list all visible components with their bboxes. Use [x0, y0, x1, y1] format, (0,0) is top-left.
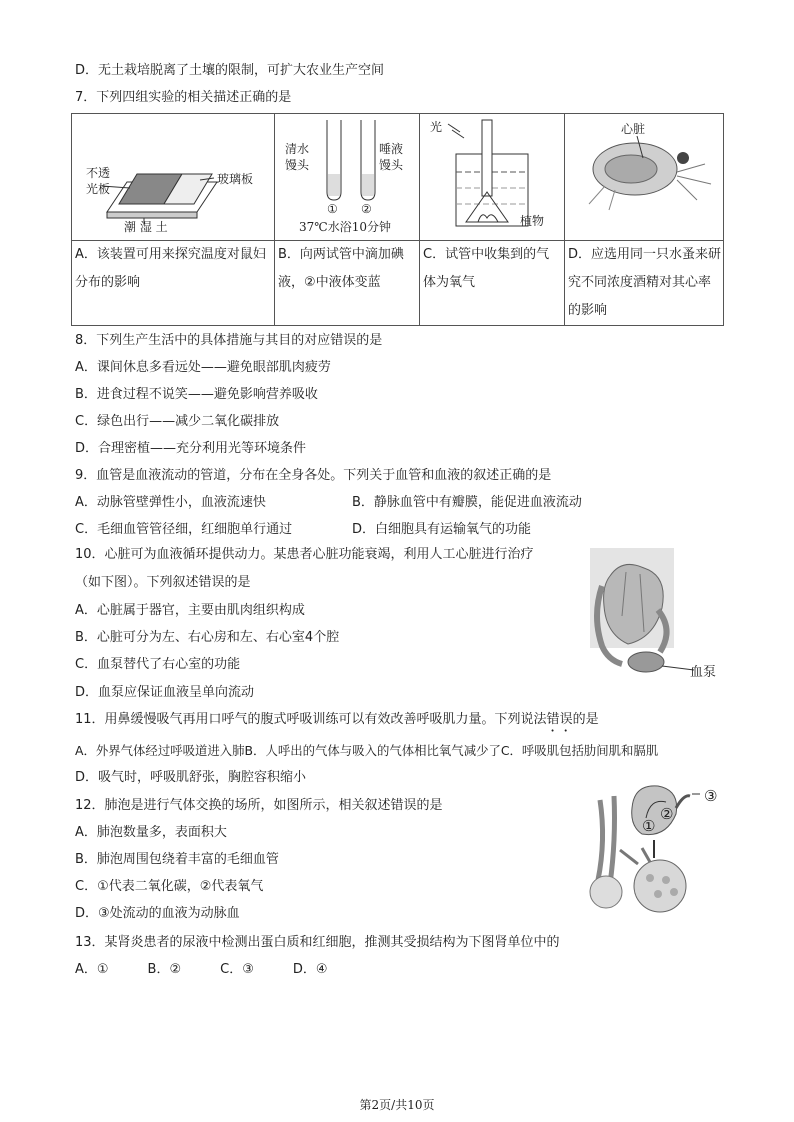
q10-stem-line2: （如下图）。下列叙述错误的是: [75, 575, 251, 590]
q8-option-a: A．课间休息多看远处——避免眼部肌肉疲劳: [75, 360, 331, 375]
q7-fig-c: [420, 114, 565, 241]
tube1-label-b: 馒头: [285, 158, 310, 172]
tube-number-1: ①: [327, 202, 338, 216]
q7-fig-a: [72, 114, 275, 241]
tube2-label: 唾液: [379, 142, 404, 156]
blood-pump-label: 血泵: [690, 665, 717, 680]
fig-a-label-bottom: 潮 湿 土: [124, 220, 168, 234]
fig-a-label-left1: 不透: [86, 166, 111, 180]
q13-stem: 13．某肾炎患者的尿液中检测出蛋白质和红细胞，推测其受损结构为下图肾单位中的: [75, 935, 560, 950]
q12-option-c: C．①代表二氧化碳，②代表氧气: [75, 879, 264, 894]
light-label: 光: [430, 120, 443, 134]
q11-stem-post: 的是: [572, 712, 599, 727]
q7-option-d: D．应选用同一只水蚤来研究不同浓度酒精对其心率的影响: [565, 241, 724, 326]
q7-stem: 7．下列四组实验的相关描述正确的是: [75, 90, 292, 105]
q7-option-a: A．该装置可用来探究温度对鼠妇分布的影响: [72, 241, 275, 326]
q9-option-c: C．毛细血管管径细，红细胞单行通过: [75, 522, 293, 537]
tube1-label: 清水: [285, 142, 310, 156]
q7-option-b: B．向两试管中滴加碘液，②中液体变蓝: [275, 241, 420, 326]
q9-option-b: B．静脉血管中有瓣膜，能促进血液流动: [352, 495, 582, 510]
lung-label-1: ①: [642, 817, 656, 835]
q6-option-d: D．无土栽培脱离了土壤的限制，可扩大农业生产空间: [75, 63, 385, 78]
q7-table: [71, 113, 724, 326]
q11-options-abc: A．外界气体经过呼吸道进入肺B．人呼出的气体与吸入的气体相比氧气减少了C．呼吸肌包括肋间肌和膈肌: [75, 743, 659, 758]
lung-label-2: ②: [660, 805, 674, 823]
lung-label-3: ③: [704, 787, 718, 805]
q10-option-d: D．血泵应保证血液呈单向流动: [75, 685, 255, 700]
page-footer: 第2页/共10页: [359, 1098, 435, 1112]
q9-stem: 9．血管是血液流动的管道，分布在全身各处。下列关于血管和血液的叙述正确的是: [75, 468, 552, 483]
q12-stem: 12．肺泡是进行气体交换的场所，如图所示，相关叙述错误的是: [75, 798, 443, 813]
q13-options: A．① B．② C．③ D．④: [75, 962, 328, 977]
water-bath-caption: 37℃水浴10分钟: [299, 220, 391, 234]
q11-stem: [75, 711, 599, 735]
fig-a-label-right: 玻璃板: [217, 172, 254, 186]
q11-emph-2: 误: [559, 712, 573, 727]
heart-label: 心脏: [621, 122, 646, 136]
q10-stem-line1: 10．心脏可为血液循环提供动力。某患者心脏功能衰竭，利用人工心脏进行治疗: [75, 547, 534, 562]
tube-number-2: ②: [361, 202, 372, 216]
q9-option-a: A．动脉管壁弹性小，血液流速快: [75, 495, 266, 510]
q12-option-b: B．肺泡周围包绕着丰富的毛细血管: [75, 852, 279, 867]
q12-option-a: A．肺泡数量多，表面积大: [75, 825, 227, 840]
q8-option-b: B．进食过程不说笑——避免影响营养吸收: [75, 387, 318, 402]
q7-fig-d: [565, 114, 724, 241]
q11-emph-1: 错: [546, 712, 560, 727]
q7-option-c: C．试管中收集到的气体为氧气: [420, 241, 565, 326]
q10-option-b: B．心脏可分为左、右心房和左、右心室4个腔: [75, 630, 340, 645]
q10-option-a: A．心脏属于器官，主要由肌肉组织构成: [75, 603, 305, 618]
q8-option-c: C．绿色出行——减少二氧化碳排放: [75, 414, 280, 429]
fig-a-label-left2: 光板: [86, 182, 111, 196]
plant-label: 植物: [520, 214, 545, 228]
q10-option-c: C．血泵替代了右心室的功能: [75, 657, 241, 672]
q7-fig-b: [275, 114, 420, 241]
q11-option-d: D．吸气时，呼吸肌舒张，胸腔容积缩小: [75, 770, 307, 785]
q8-option-d: D．合理密植——充分利用光等环境条件: [75, 441, 307, 456]
q8-stem: 8．下列生产生活中的具体措施与其目的对应错误的是: [75, 333, 383, 348]
tube2-label-b: 馒头: [379, 158, 404, 172]
q9-option-d: D．白细胞具有运输氧气的功能: [352, 522, 532, 537]
q12-option-d: D．③处流动的血液为动脉血: [75, 906, 240, 921]
q11-stem-pre: 11．用鼻缓慢吸气再用口呼气的腹式呼吸训练可以有效改善呼吸肌力量。下列说法: [75, 712, 547, 727]
